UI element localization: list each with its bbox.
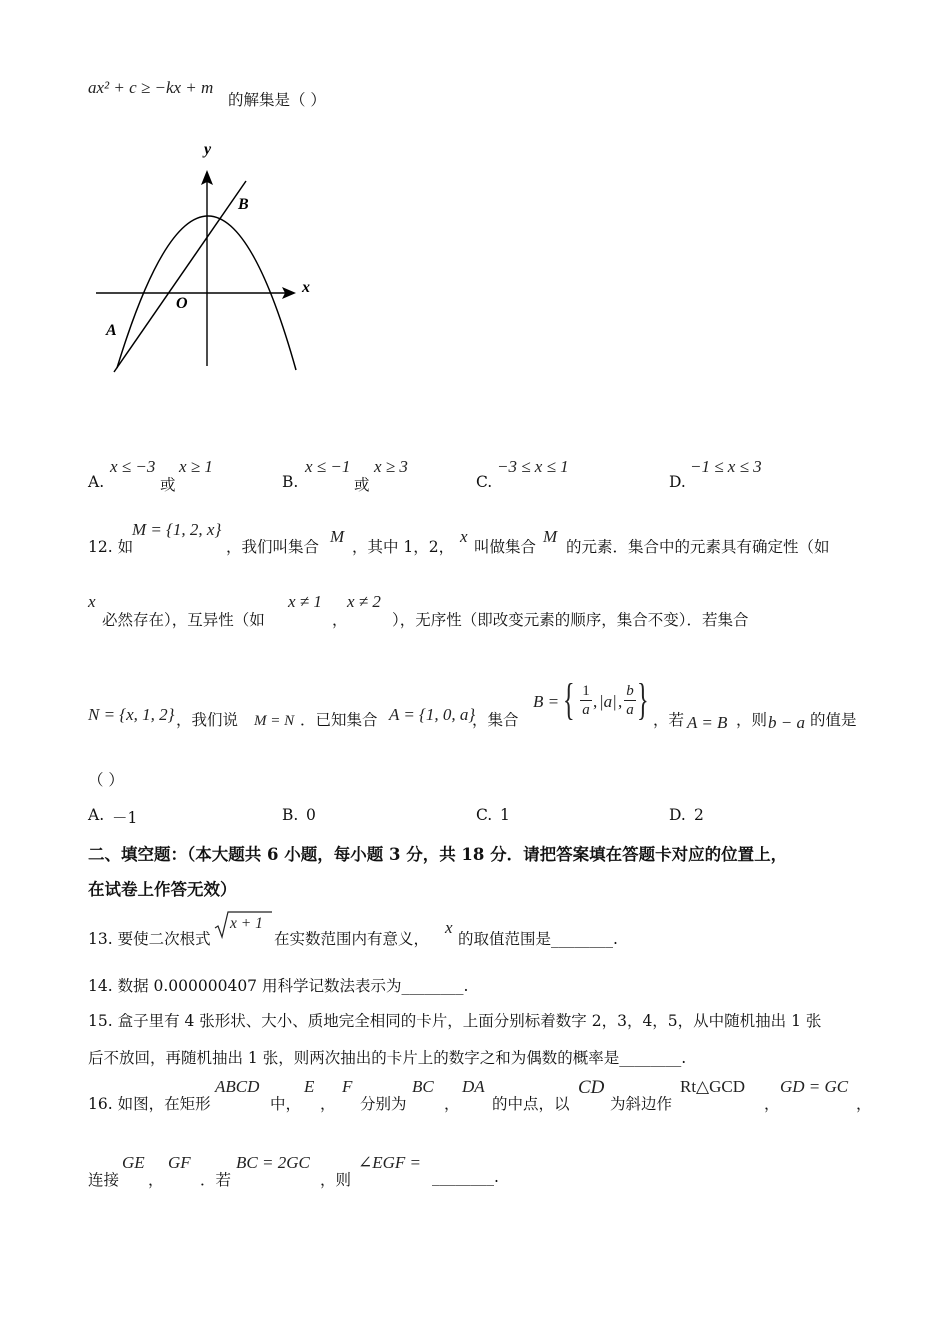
q12-text9: ，集合 — [472, 711, 519, 729]
q12-option-b-label: B. — [282, 806, 299, 824]
q12-option-a-label: A. — [88, 806, 105, 824]
q11-option-b-math1: x ≤ −1 — [305, 457, 351, 476]
q13-text1: 13. 要使二次根式 — [88, 930, 211, 948]
q16-text7: ．若 — [200, 1171, 232, 1189]
q12-text10: ，若 — [653, 711, 685, 729]
q12-expr: b − a — [768, 713, 805, 732]
q11-option-b-label: B. — [282, 473, 299, 491]
q12-frac2-den: a — [626, 702, 634, 718]
q13-radicand: x + 1 — [230, 915, 263, 932]
q13-text2: 在实数范围内有意义， — [274, 930, 430, 948]
q11-option-c-label: C. — [476, 473, 493, 491]
q16-e: E — [304, 1077, 315, 1096]
q12-text2: ，其中 1，2， — [352, 538, 455, 556]
q11-option-d-label: D. — [669, 473, 686, 491]
q13-text3: 的取值范围是________. — [458, 930, 618, 948]
q16-rt: Rt△GCD — [680, 1077, 746, 1096]
q12-frac2-num: b — [626, 683, 634, 699]
q12-comma: ， — [332, 611, 348, 629]
q12-abs-a: |a| — [599, 692, 617, 711]
q16-cd: CD — [578, 1077, 605, 1098]
q16-text4: 的中点，以 — [492, 1095, 570, 1113]
q12-sep2: , — [618, 692, 623, 711]
x-axis-label: x — [302, 279, 310, 296]
q15-line1: 15. 盒子里有 4 张形状、大小、质地完全相同的卡片，上面分别标着数字 2，3，4，5，从中随机抽出 1 张 — [88, 1012, 822, 1030]
q16-bc2gc: BC = 2GC — [236, 1153, 310, 1172]
q11-option-a-math2: x ≥ 1 — [179, 457, 213, 476]
q16-bc: BC — [412, 1077, 434, 1096]
q12-eq-mn: M = N — [254, 713, 295, 729]
q12-option-d-label: D. — [669, 806, 686, 824]
q11-option-c-math1: −3 ≤ x ≤ 1 — [497, 457, 569, 476]
q16-da: DA — [462, 1077, 485, 1096]
q13-x: x — [445, 918, 453, 937]
q16-comma5: ， — [148, 1171, 164, 1189]
q16-blank: ________. — [432, 1168, 499, 1186]
q12-frac1-num: 1 — [582, 683, 590, 699]
q11-option-b-conj: 或 — [354, 476, 370, 494]
q15-line2: 后不放回，再随机抽出 1 张，则两次抽出的卡片上的数字之和为偶数的概率是________. — [88, 1049, 687, 1067]
q12-m1: M — [330, 527, 345, 546]
q12-option-d-value: 2 — [694, 806, 704, 824]
q12-frac1-den: a — [582, 702, 590, 718]
q16-angle: ∠EGF = — [358, 1153, 422, 1172]
q12-ne1: x ≠ 1 — [288, 592, 322, 611]
y-axis-label: y — [204, 141, 212, 158]
q12-text4: 的元素．集合中的元素具有确定性（如 — [566, 538, 830, 556]
q16-f: F — [342, 1077, 353, 1096]
q11-stem-suffix: 的解集是（ ） — [228, 91, 326, 109]
q13-radical — [214, 910, 272, 940]
q12-x1: x — [460, 527, 468, 546]
q12-set-b-lhs: B = — [533, 692, 560, 711]
q16-text2: 中， — [270, 1095, 302, 1113]
q12-frac2 — [624, 682, 636, 719]
q16-text1: 16. 如图，在矩形 — [88, 1095, 211, 1113]
q11-option-b-math2: x ≥ 3 — [374, 457, 408, 476]
q12-text12: 的值是 — [810, 711, 857, 729]
q11-option-a-conj: 或 — [160, 476, 176, 494]
q16-text5: 为斜边作 — [610, 1095, 673, 1113]
q12-text1: ，我们叫集合 — [226, 538, 320, 556]
q12-eq-ab: A = B — [687, 713, 728, 732]
q16-comma1: ， — [320, 1095, 336, 1113]
q16-comma2: ， — [444, 1095, 460, 1113]
q16-text8: ，则 — [320, 1171, 352, 1189]
q12-number: 12. 如 — [88, 538, 134, 556]
q16-text3: 分别为 — [360, 1095, 407, 1113]
q11-option-d-math1: −1 ≤ x ≤ 3 — [690, 457, 762, 476]
q11-option-a-math1: x ≤ −3 — [110, 457, 156, 476]
q12-text5: 必然存在），互异性（如 — [102, 611, 265, 629]
q12-set-n: N = {x, 1, 2} — [88, 705, 175, 724]
q12-set-b — [533, 675, 653, 730]
section2-heading-line1: 二、填空题：（本大题共 6 小题，每小题 3 分，共 18 分．请把答案填在答题卡对应的位置上， — [88, 845, 788, 864]
q12-option-c-label: C. — [476, 806, 493, 824]
q16-comma4: ， — [856, 1095, 872, 1113]
q12-text7: ，我们说 — [176, 711, 239, 729]
q16-abcd: ABCD — [215, 1077, 260, 1096]
section2-heading-line2: 在试卷上作答无效） — [88, 880, 237, 899]
q16-ge: GE — [122, 1153, 145, 1172]
q12-frac1 — [580, 682, 592, 719]
q12-option-a-value: －1 — [112, 809, 138, 827]
q16-gf: GF — [168, 1153, 191, 1172]
line-ab — [114, 181, 246, 372]
q12-text8: ．已知集合 — [300, 711, 378, 729]
q16-gdgc: GD = GC — [780, 1077, 849, 1096]
q11-option-a-label: A. — [88, 473, 105, 491]
origin-label: O — [176, 295, 188, 312]
q12-option-c-value: 1 — [500, 806, 510, 824]
q12-paren: （ ） — [88, 771, 124, 789]
q11-graph — [88, 130, 328, 380]
point-b-label: B — [238, 196, 249, 213]
q12-text6: ），无序性（即改变元素的顺序，集合不变）．若集合 — [392, 611, 749, 629]
q12-text3: 叫做集合 — [474, 538, 537, 556]
q12-text11: ，则 — [736, 711, 768, 729]
q12-option-b-value: 0 — [306, 806, 316, 824]
q11-stem-math: ax² + c ≥ −kx + m — [88, 78, 214, 97]
q12-m2: M — [543, 527, 558, 546]
q12-sep1: , — [593, 692, 598, 711]
q16-text6: 连接 — [88, 1171, 120, 1189]
q12-set-a: A = {1, 0, a} — [389, 705, 476, 724]
q12-brace-right: } — [637, 675, 649, 724]
q12-ne2: x ≠ 2 — [347, 592, 381, 611]
q14-text: 14. 数据 0.000000407 用科学记数法表示为________. — [88, 977, 469, 995]
q12-set-m: M = {1, 2, x} — [132, 520, 222, 539]
q12-x2: x — [88, 592, 96, 611]
q12-brace-left: { — [563, 675, 575, 724]
q16-comma3: ， — [764, 1095, 780, 1113]
point-a-label: A — [106, 322, 117, 339]
